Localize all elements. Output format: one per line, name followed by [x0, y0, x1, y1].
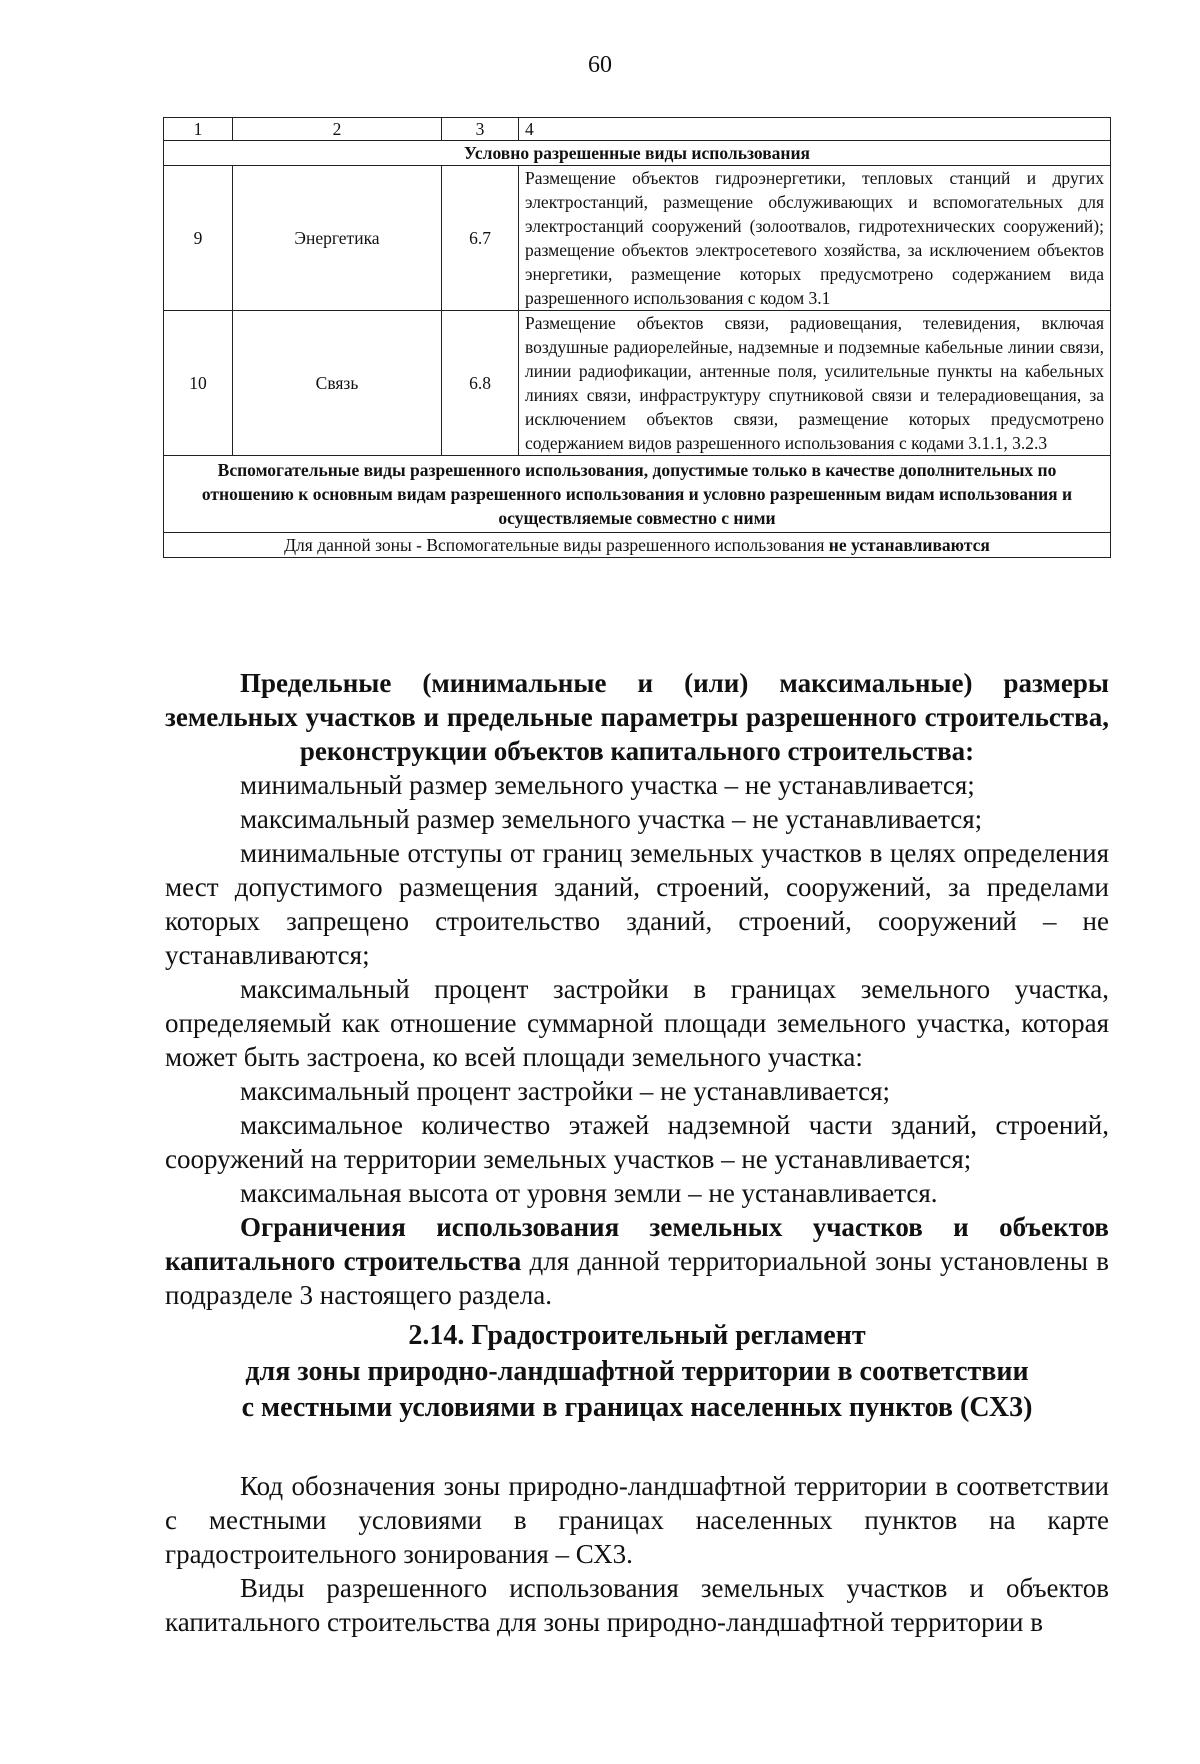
land-use-table: [163, 117, 1111, 558]
row-number: 9: [164, 166, 233, 311]
limits-section: [165, 666, 1109, 1312]
limit-item: максимальная высота от уровня земли – не устанавливается.: [240, 1178, 938, 1208]
auxiliary-note: [164, 533, 1111, 558]
section-paragraph: Код обозначения зоны природно-ландшафтной территории в соответствии с местными условиями в границах населенных пунктов на карте градостроительного зонирования – СХ3.: [165, 1471, 1109, 1569]
restrictions-bold: Ограничения использования земельных участков и объектов капитального строительства: [165, 1212, 1109, 1276]
restrictions-paragraph: [165, 1210, 1109, 1312]
section-body: [165, 1469, 1109, 1639]
conditional-uses-heading-row: [164, 141, 1111, 166]
auxiliary-uses-heading-row: [164, 456, 1111, 533]
section-title-line: 2.14. Градостроительный регламент: [408, 1320, 866, 1351]
page-number: 60: [588, 52, 612, 78]
restrictions-text: для данной территориальной зоны установлены в подразделе 3 настоящего раздела.: [165, 1246, 1109, 1310]
use-code: 6.8: [442, 311, 519, 456]
use-name: Энергетика: [233, 166, 442, 311]
section-paragraph: Виды разрешенного использования земельных участков и объектов капитального строительства для зоны природно-ландшафтной территории в: [165, 1573, 1109, 1637]
section-title-line: с местными условиями в границах населенных пунктов (СХ3): [241, 1392, 1033, 1423]
limit-item: максимальный процент застройки в границах земельного участка, определяемый как отношение суммарной площади земельного участка, которая может быть застроена, ко всей площади земельного участка:: [165, 974, 1109, 1072]
section-title-line: для зоны природно-ландшафтной территории в соответствии: [245, 1356, 1029, 1387]
auxiliary-note-row: [164, 533, 1111, 558]
table-row: [164, 311, 1111, 456]
table-row: [164, 166, 1111, 311]
use-description: Размещение объектов гидроэнергетики, тепловых станций и других электростанций, размещение обслуживающих и вспомогательных для электростанций сооружений (золоотвалов, гидротехнических сооружений); размещение объектов электросетевого хозяйства, за исключением объектов энергетики, размещение которых предусмотрено содержанием вида разрешенного использования с кодом 3.1: [519, 166, 1111, 311]
use-code: 6.7: [442, 166, 519, 311]
auxiliary-note-text: Для данной зоны - Вспомогательные виды разрешенного использования: [284, 535, 829, 555]
limit-item: максимальный размер земельного участка – не устанавливается;: [240, 804, 983, 834]
auxiliary-uses-heading: Вспомогательные виды разрешенного использования, допустимые только в качестве дополнительных по отношению к основным видам разрешенного использования и условно разрешенным видам использования и осуществляемые совместно с ними: [164, 456, 1111, 533]
header-cell-3: 3: [442, 118, 519, 141]
header-cell-2: 2: [233, 118, 442, 141]
limit-item: минимальный размер земельного участка – не устанавливается;: [240, 770, 975, 800]
table-header-row: [164, 118, 1111, 141]
auxiliary-note-emphasis: не устанавливаются: [828, 535, 990, 555]
section-title: [165, 1318, 1109, 1426]
limit-item: максимальный процент застройки – не устанавливается;: [240, 1076, 891, 1106]
use-description: Размещение объектов связи, радиовещания, телевидения, включая воздушные радиорелейные, надземные и подземные кабельные линии связи, линии радиофикации, антенные поля, усилительные пункты на кабельных линиях связи, инфраструктуру спутниковой связи и телерадиовещания, за исключением объектов связи, размещение которых предусмотрено содержанием видов разрешенного использования с кодами 3.1.1, 3.2.3: [519, 311, 1111, 456]
conditional-uses-heading: Условно разрешенные виды использования: [164, 141, 1111, 166]
use-name: Связь: [233, 311, 442, 456]
header-cell-1: 1: [164, 118, 233, 141]
limits-heading: Предельные (минимальные и (или) максимальные) размеры земельных участков и предельные параметры разрешенного строительства, реконструкции объектов капитального строительства:: [165, 668, 1109, 766]
row-number: 10: [164, 311, 233, 456]
header-cell-4: 4: [519, 118, 1111, 141]
limit-item: максимальное количество этажей надземной части зданий, строений, сооружений на территории земельных участков – не устанавливается;: [165, 1110, 1109, 1174]
limit-item: минимальные отступы от границ земельных участков в целях определения мест допустимого размещения зданий, строений, сооружений, за пределами которых запрещено строительство зданий, строений, сооружений – не устанавливаются;: [165, 838, 1109, 970]
